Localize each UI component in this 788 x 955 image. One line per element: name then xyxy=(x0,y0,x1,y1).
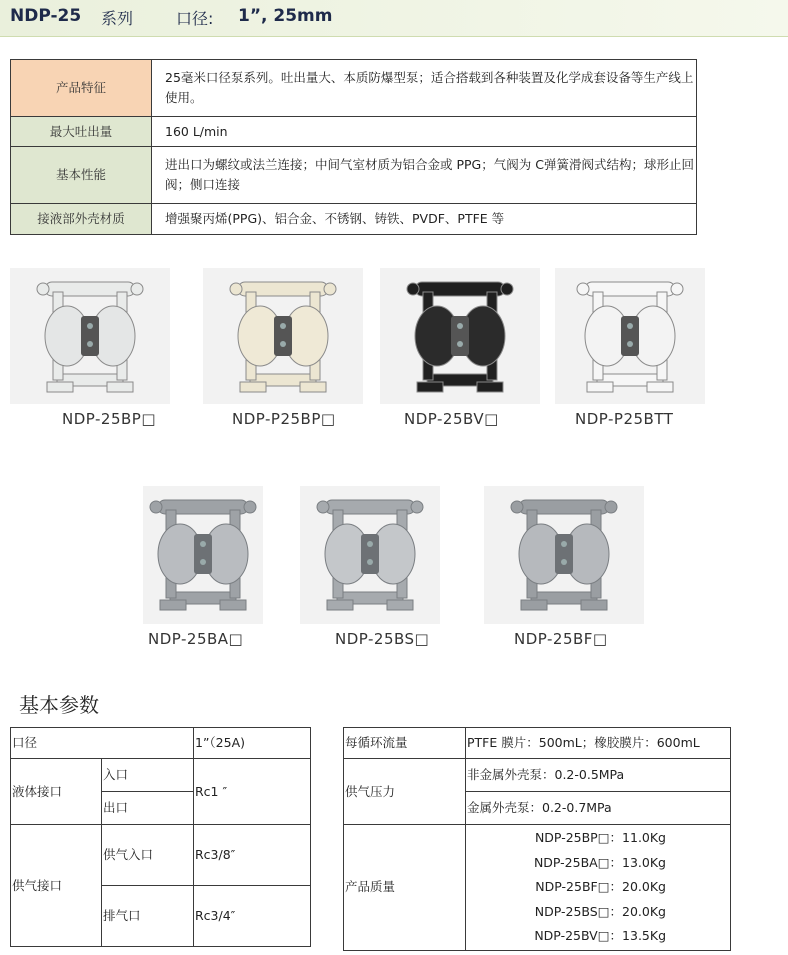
pressure-label: 供气压力 xyxy=(344,759,466,825)
product-caption: NDP-25BS□ xyxy=(335,630,430,648)
pump-ptfe-icon xyxy=(575,274,685,403)
pump-steel-icon xyxy=(315,492,425,621)
pump-iron-icon xyxy=(509,492,619,621)
feature-value: 160 L/min xyxy=(152,117,697,147)
header-model: NDP-25 xyxy=(10,6,82,26)
params-table-right xyxy=(343,727,731,951)
feature-table xyxy=(10,59,697,235)
flow-value: PTFE 膜片：500mL；橡胶膜片：600mL xyxy=(466,728,731,759)
feature-row xyxy=(11,60,697,117)
product-photo xyxy=(484,486,644,624)
feature-value: 25毫米口径泵系列。吐出量大、本质防爆型泵；适合搭载到各种装置及化学成套设备等生产线上使用。 xyxy=(152,60,697,117)
feature-row xyxy=(11,204,697,235)
air-port-label: 供气接口 xyxy=(11,825,102,947)
bore-label: 口径 xyxy=(11,728,194,759)
pump-white-icon xyxy=(35,274,145,403)
product-photo xyxy=(143,486,263,624)
product-photo xyxy=(203,268,363,404)
pump-aluminum-icon xyxy=(148,492,258,621)
product-caption: NDP-25BP□ xyxy=(62,410,156,428)
air-inlet-label: 供气入口 xyxy=(102,825,194,886)
pump-cream-icon xyxy=(228,274,338,403)
pressure-metal: 金属外壳泵：0.2-0.7MPa xyxy=(466,792,731,825)
product-caption: NDP-25BA□ xyxy=(148,630,244,648)
mass-item: NDP-25BF□：20.0Kg xyxy=(535,879,666,895)
product-caption: NDP-25BV□ xyxy=(404,410,499,428)
product-photo xyxy=(300,486,440,624)
product-caption: NDP-P25BTT xyxy=(575,410,674,428)
feature-label: 基本性能 xyxy=(11,147,152,204)
liquid-port-value: Rc1 ″ xyxy=(194,759,311,825)
mass-item: NDP-25BP□：11.0Kg xyxy=(534,830,666,845)
exhaust-label: 排气口 xyxy=(102,886,194,947)
inlet-label: 入口 xyxy=(102,759,194,792)
product-photo xyxy=(10,268,170,404)
flow-label: 每循环流量 xyxy=(344,728,466,759)
header-size-label: 口径: xyxy=(176,9,214,28)
pressure-nonmetal: 非金属外壳泵：0.2-0.5MPa xyxy=(466,759,731,792)
header-size-value: 1”, 25mm xyxy=(238,6,333,26)
header-series: 系列 xyxy=(101,9,134,28)
feature-label: 产品特征 xyxy=(11,60,152,117)
liquid-port-label: 液体接口 xyxy=(11,759,102,825)
mass-label: 产品质量 xyxy=(344,825,466,951)
mass-item: NDP-25BA□：13.0Kg xyxy=(533,854,666,870)
pump-black-icon xyxy=(405,274,515,403)
mass-item: NDP-25BS□：20.0Kg xyxy=(534,903,666,919)
params-title: 基本参数 xyxy=(19,693,99,717)
feature-label: 接液部外壳材质 xyxy=(11,204,152,235)
feature-value: 增强聚丙烯(PPG)、铝合金、不锈钢、铸铁、PVDF、PTFE 等 xyxy=(152,204,697,235)
outlet-label: 出口 xyxy=(102,792,194,825)
product-caption: NDP-25BF□ xyxy=(514,630,608,648)
feature-label: 最大吐出量 xyxy=(11,117,152,147)
mass-values xyxy=(466,825,731,951)
feature-row xyxy=(11,117,697,147)
mass-item: NDP-25BV□：13.5Kg xyxy=(534,928,666,944)
exhaust-value: Rc3/4″ xyxy=(194,886,311,947)
page-header xyxy=(0,0,788,37)
product-caption: NDP-P25BP□ xyxy=(232,410,336,428)
bore-value: 1”（25A) xyxy=(194,728,311,759)
product-photo xyxy=(380,268,540,404)
air-inlet-value: Rc3/8″ xyxy=(194,825,311,886)
feature-row xyxy=(11,147,697,204)
params-table-left xyxy=(10,727,311,947)
feature-value: 进出口为螺纹或法兰连接；中间气室材质为铝合金或 PPG；气阀为 C弹簧滑阀式结构；球形止回阀；侧口连接 xyxy=(152,147,697,204)
product-photo xyxy=(555,268,705,404)
